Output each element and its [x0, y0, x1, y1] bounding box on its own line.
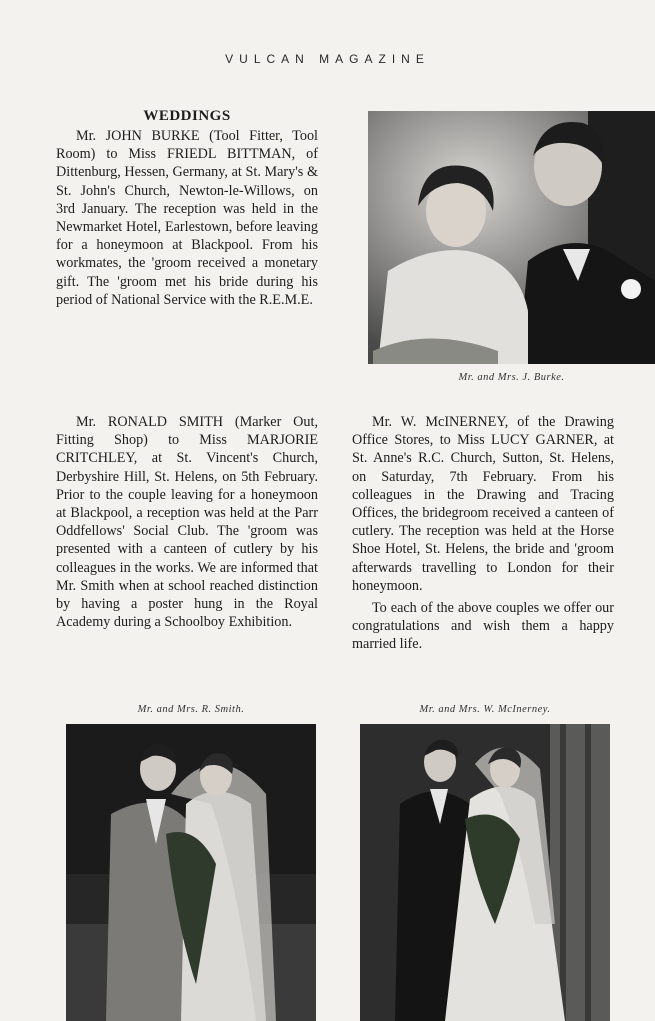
article-burke-text: Mr. JOHN BURKE (Tool Fitter, Tool Room) to Miss FRIEDL BITTMAN, of Dittenburg, Hessen, Germany, at St. Mary's & St. John's Church, Newton-le-Willows, on 3rd January. The reception was held in the Newmarket Hotel, Earlestown, before leaving for a honeymoon at Blackpool. From his workmates, the 'groom received a monetary gift. The 'groom met his bride during his period of National Service with the R.E.M.E.: [56, 128, 318, 308]
article-burke: [56, 127, 318, 309]
magazine-masthead: VULCAN MAGAZINE: [225, 52, 430, 66]
section-heading: WEDDINGS: [143, 108, 231, 124]
photo-mcinerney: [360, 724, 610, 1021]
article-smith: [56, 413, 318, 631]
article-mcinerney: [352, 413, 614, 654]
closing-message: To each of the above couples we offer our congratulations and wish them a happy married life.: [352, 600, 614, 653]
article-smith-text: Mr. RONALD SMITH (Marker Out, Fitting Shop) to Miss MARJORIE CRITCHLEY, at St. Vincent's Church, Derbyshire Hill, St. Helens, on 5th February. Prior to the couple leaving for a honeymoon at Blackpool, a reception was held at the Parr Oddfellows' Social Club. The 'groom was presented with a canteen of cutlery by his colleagues in the works. We are informed that Mr. Smith when at school reached distinction by having a poster hung in the Royal Academy during a Schoolboy Exhibition.: [56, 414, 318, 631]
photo-burke: [368, 111, 655, 364]
caption-smith: Mr. and Mrs. R. Smith.: [137, 704, 245, 715]
article-mcinerney-text: Mr. W. McINERNEY, of the Drawing Office Stores, to Miss LUCY GARNER, at St. Anne's R.C. Church, Sutton, St. Helens, on Saturday, 7th February. From his colleagues in the Drawing and Tracing Offices, the bridegroom received a canteen of cutlery. The reception was held at the Horse Shoe Hotel, St. Helens, the bride and 'groom afterwards travelling to London for their honeymoon.: [352, 414, 614, 594]
caption-burke: Mr. and Mrs. J. Burke.: [458, 372, 565, 383]
caption-mcinerney: Mr. and Mrs. W. McInerney.: [419, 704, 551, 715]
photo-smith: [66, 724, 316, 1021]
